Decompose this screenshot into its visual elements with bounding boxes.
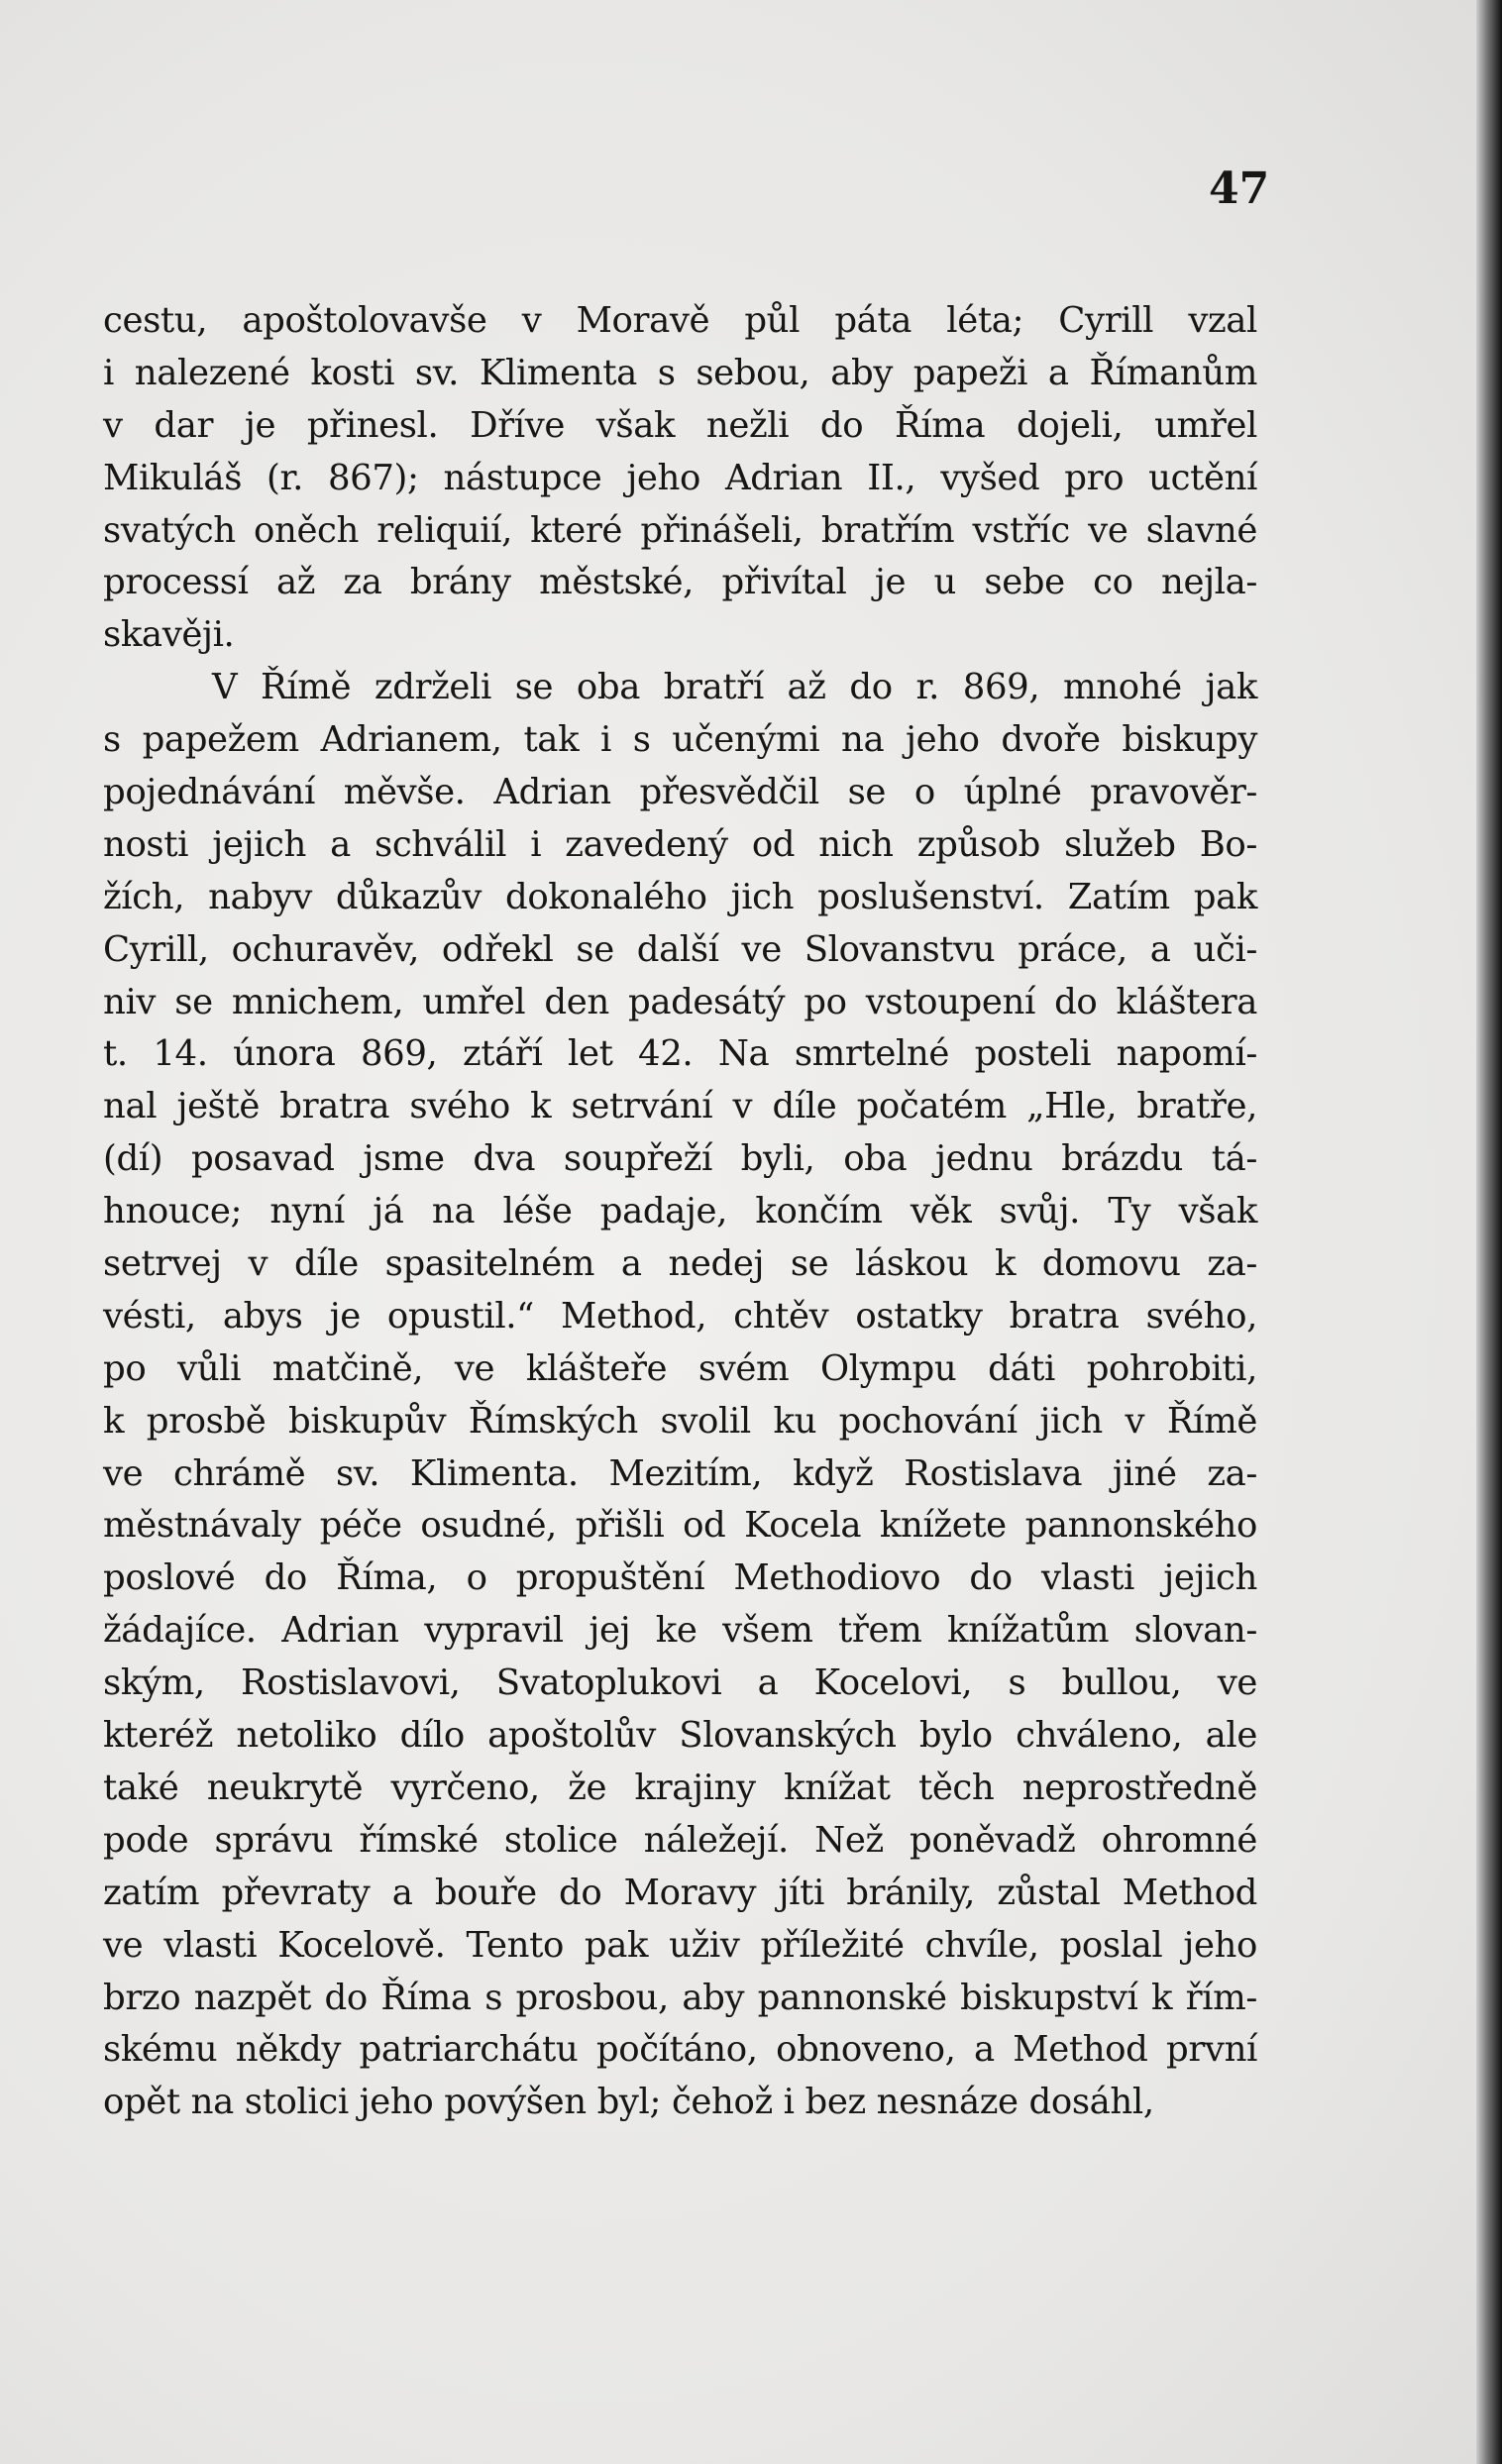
text-line: setrvej v díle spasitelném a nedej se láskou k domovu za- <box>103 1243 1257 1285</box>
text-line: v dar je přinesl. Dříve však nežli do Říma dojeli, umřel <box>103 404 1257 446</box>
text-line: V Římě zdrželi se oba bratří až do r. 869, mnohé jak <box>212 667 1257 708</box>
text-line: kteréž netoliko dílo apoštolův Slovanských bylo chváleno, ale <box>103 1715 1257 1757</box>
text-line: nosti jejich a schválil i zavedený od nich způsob služeb Bo- <box>103 823 1257 865</box>
text-line: žích, nabyv důkazův dokonalého jich poslušenství. Zatím pak <box>103 876 1257 917</box>
text-line: skému někdy patriarchátu počítáno, obnoveno, a Method první <box>103 2029 1257 2071</box>
text-line: t. 14. února 869, ztáří let 42. Na smrtelné posteli napomí- <box>103 1033 1257 1075</box>
page-number: 47 <box>1209 163 1270 214</box>
text-line: pode správu římské stolice náležejí. Než poněvadž ohromné <box>103 1819 1257 1861</box>
text-line: poslové do Říma, o propuštění Methodiovo do vlasti jejich <box>103 1557 1257 1599</box>
text-line: městnávaly péče osudné, přišli od Kocela knížete pannonského <box>103 1505 1257 1547</box>
page-edge-shadow <box>1476 0 1502 2464</box>
text-line: Mikuláš (r. 867); nástupce jeho Adrian II., vyšed pro uctění <box>103 457 1257 498</box>
text-line: Cyrill, ochuravěv, odřekl se další ve Slovanstvu práce, a uči- <box>103 928 1257 970</box>
text-line: také neukrytě vyrčeno, že krajiny knížat těch neprostředně <box>103 1767 1257 1808</box>
text-line: opět na stolici jeho povýšen byl; čehož i bez nesnáze dosáhl, <box>103 2082 1154 2123</box>
text-line: ským, Rostislavovi, Svatoplukovi a Kocelovi, s bullou, ve <box>103 1662 1257 1704</box>
text-line: po vůli matčině, ve klášteře svém Olympu dáti pohrobiti, <box>103 1347 1257 1389</box>
text-line: zatím převraty a bouře do Moravy jíti bránily, zůstal Method <box>103 1872 1257 1913</box>
text-line: (dí) posavad jsme dva soupřeží byli, oba jednu brázdu tá- <box>103 1138 1257 1180</box>
text-line: s papežem Adrianem, tak i s učenými na jeho dvoře biskupy <box>103 719 1257 761</box>
text-line: processí až za brány městské, přivítal je u sebe co nejla- <box>103 562 1257 603</box>
text-line: niv se mnichem, umřel den padesátý po vstoupení do kláštera <box>103 981 1257 1022</box>
text-line: ve chrámě sv. Klimenta. Mezitím, když Rostislava jiné za- <box>103 1452 1257 1494</box>
text-line: cestu, apoštolovavše v Moravě půl páta léta; Cyrill vzal <box>103 300 1257 341</box>
text-line: žádajíce. Adrian vypravil jej ke všem třem knížatům slovan- <box>103 1610 1257 1652</box>
body-text <box>103 295 1257 2129</box>
text-line: vésti, abys je opustil.“ Method, chtěv ostatky bratra svého, <box>103 1295 1257 1337</box>
text-line: skavěji. <box>103 614 235 656</box>
text-line: svatých oněch reliquií, které přinášeli, bratřím vstříc ve slavné <box>103 509 1257 551</box>
text-line: k prosbě biskupův Římských svolil ku pochování jich v Římě <box>103 1400 1257 1442</box>
text-line: pojednávání měvše. Adrian přesvědčil se o úplné pravověr- <box>103 772 1257 813</box>
text-line: ve vlasti Kocelově. Tento pak uživ příležité chvíle, poslal jeho <box>103 1924 1257 1966</box>
text-line: brzo nazpět do Říma s prosbou, aby pannonské biskupství k řím- <box>103 1977 1257 2018</box>
text-line: nal ještě bratra svého k setrvání v díle počatém „Hle, bratře, <box>103 1086 1257 1127</box>
text-line: hnouce; nyní já na léše padaje, končím věk svůj. Ty však <box>103 1191 1257 1232</box>
text-line: i nalezené kosti sv. Klimenta s sebou, aby papeži a Římanům <box>103 352 1257 393</box>
